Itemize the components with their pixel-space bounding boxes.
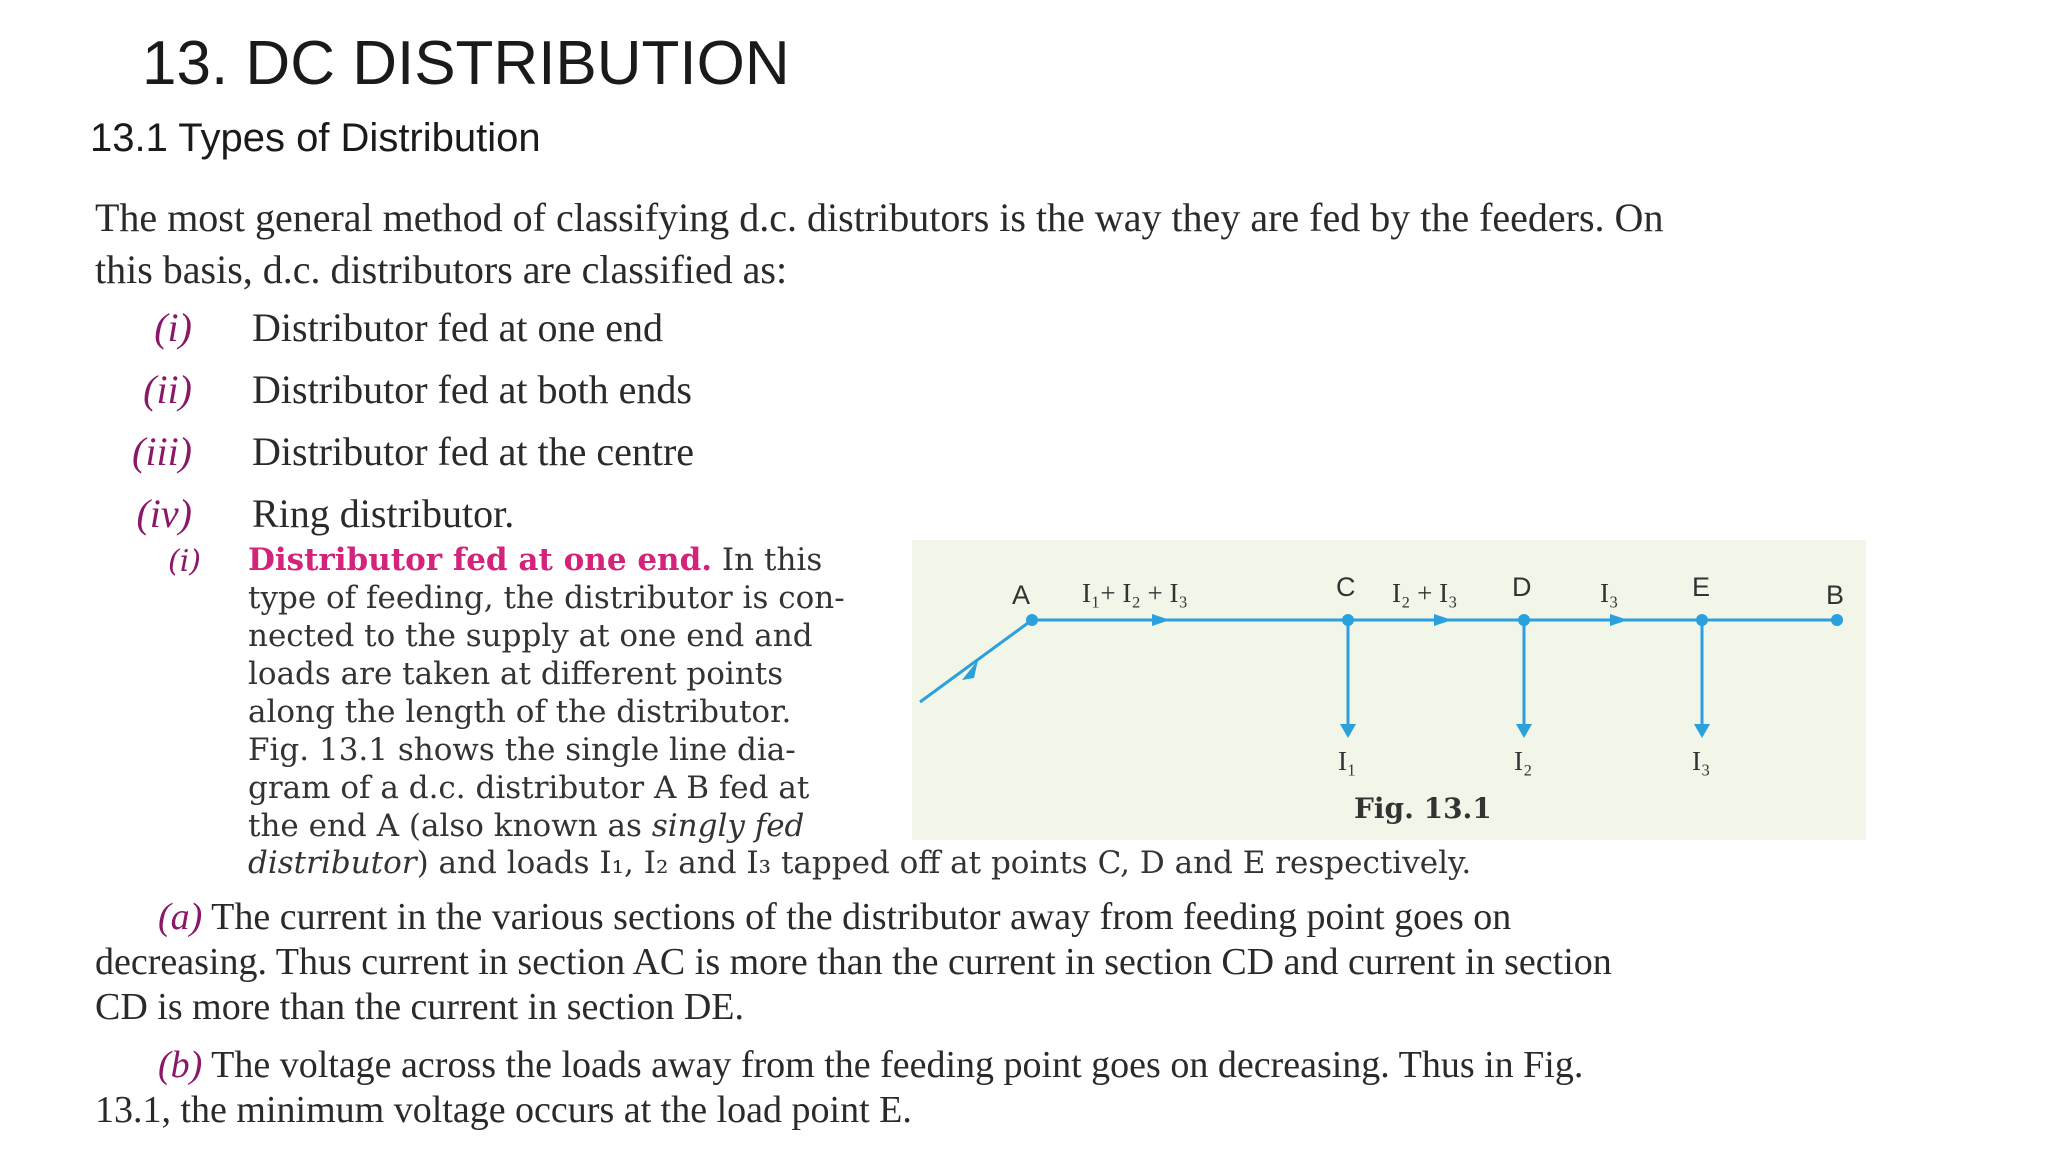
node-label-c: C [1336, 572, 1356, 602]
list-item: Distributor fed at both ends [252, 367, 692, 412]
load-arrow [1516, 724, 1532, 738]
text-line: Fig. 13.1 shows the single line dia- [248, 732, 796, 768]
section-current-ac: I₁+ I₂ + I₃ [1082, 578, 1188, 608]
text-line: CD is more than the current in section DE. [95, 986, 745, 1028]
text-line: nected to the supply at one end and [248, 618, 813, 654]
node-a [1026, 614, 1038, 626]
load-current-i1: I₁ [1338, 746, 1357, 776]
node-label-e: E [1692, 572, 1711, 602]
node-e [1696, 614, 1708, 626]
text-line: loads are taken at different points [248, 656, 784, 692]
load-arrow [1340, 724, 1356, 738]
text-line: decreasing. Thus current in section AC is more than the current in section CD and current in section [95, 941, 1612, 983]
feeder-line [920, 620, 1032, 702]
node-label-a: A [1012, 580, 1031, 610]
text-line: type of feeding, the distributor is con- [248, 580, 845, 616]
list-item-number: (iii) [132, 429, 192, 474]
list-item-number: (i) [154, 305, 192, 350]
section-heading: 13.1 Types of Distribution [90, 116, 541, 160]
list-item: Distributor fed at one end [252, 305, 663, 350]
figure-caption: Fig. 13.1 [1354, 792, 1492, 825]
paragraph-b-number: (b) [158, 1044, 203, 1086]
paragraph-a-number: (a) [158, 896, 203, 938]
text-line: gram of a d.c. distributor A B fed at [248, 770, 810, 806]
node-d [1518, 614, 1530, 626]
node-label-d: D [1512, 572, 1532, 602]
list-item-number: (iv) [136, 491, 192, 536]
flow-arrow [1152, 614, 1170, 626]
list-item-number: (ii) [143, 367, 192, 412]
load-current-i3: I₃ [1692, 746, 1711, 776]
flow-arrow [1434, 614, 1452, 626]
node-label-b: B [1826, 580, 1845, 610]
list-item: Distributor fed at the centre [252, 429, 695, 474]
flow-arrow [1610, 614, 1628, 626]
figure-diagram [912, 540, 1866, 840]
text-line: 13.1, the minimum voltage occurs at the load point E. [95, 1089, 912, 1131]
text-line: along the length of the distributor. [248, 694, 792, 730]
page-title: 13. DC DISTRIBUTION [142, 29, 790, 98]
section-i-heading: Distributor fed at one end. [248, 542, 713, 578]
intro-paragraph [95, 192, 1663, 296]
section-i-number: (i) [168, 544, 202, 579]
list-item: Ring distributor. [252, 491, 515, 536]
load-arrow [1694, 724, 1710, 738]
node-c [1342, 614, 1354, 626]
intro-line-1: The most general method of classifying d.c. distributors is the way they are fed by the feeders. On [95, 195, 1664, 240]
node-b [1831, 614, 1843, 626]
section-current-cd: I₂ + I₃ [1392, 578, 1458, 608]
section-current-de: I₃ [1600, 578, 1619, 608]
intro-line-2: this basis, d.c. distributors are classified as: [95, 247, 788, 292]
load-current-i2: I₂ [1514, 746, 1533, 776]
